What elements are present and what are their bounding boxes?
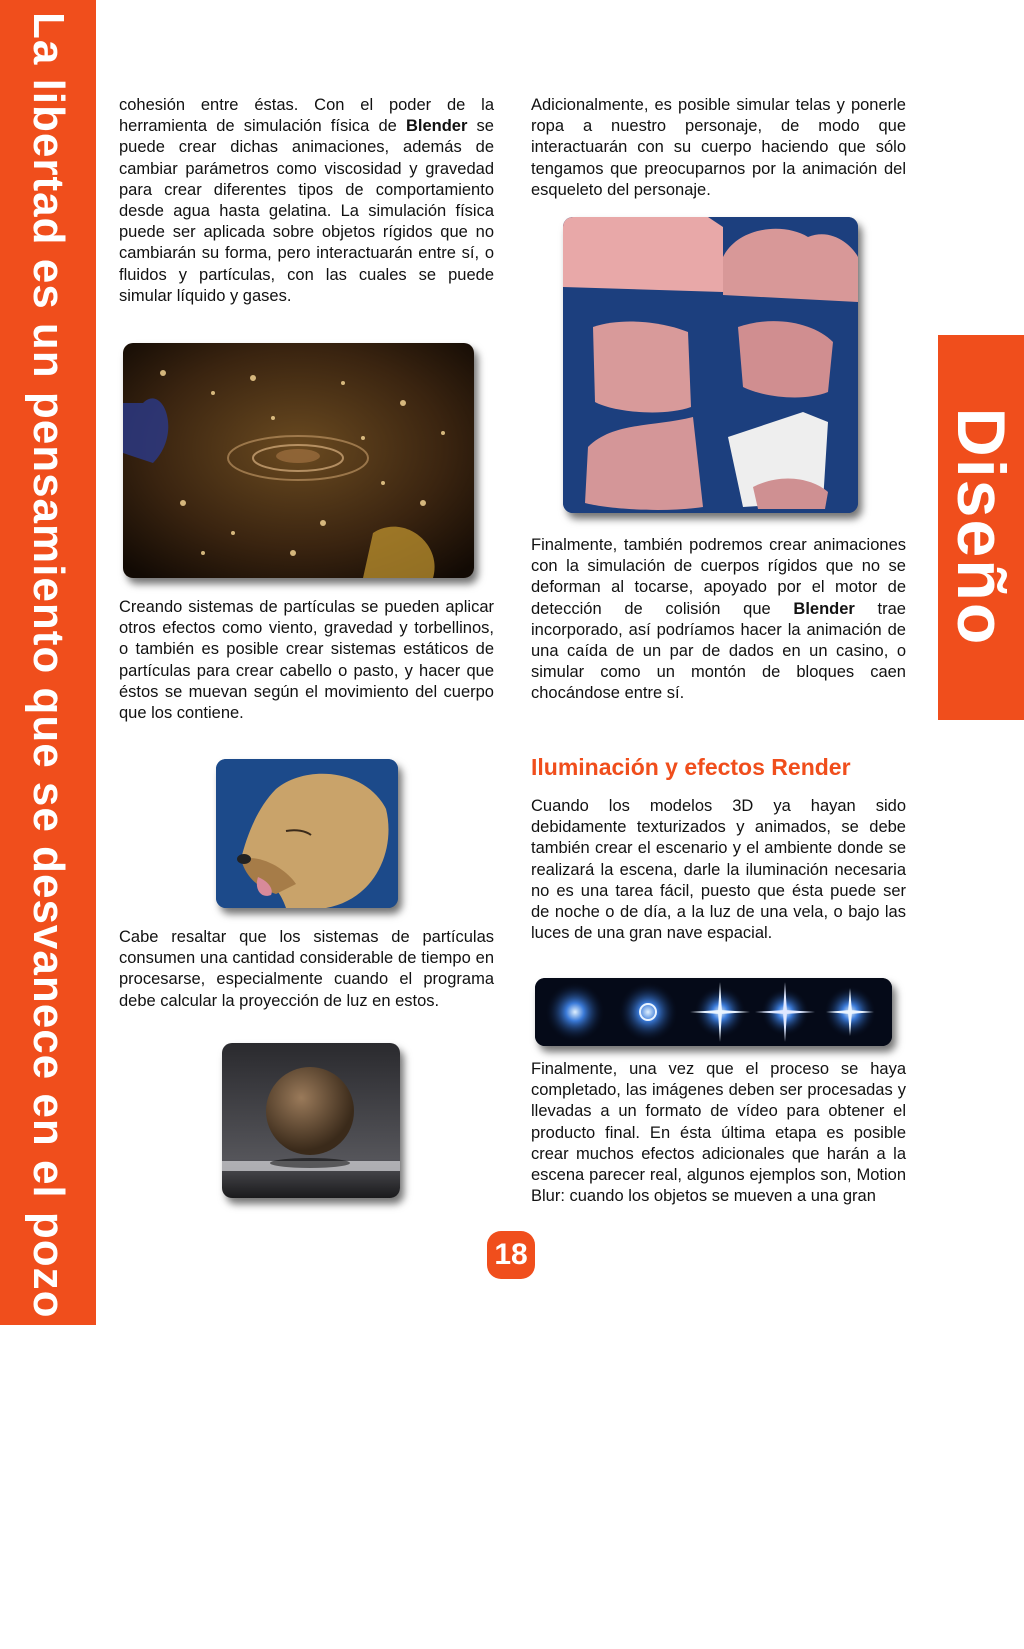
section-heading: Iluminación y efectos Render (531, 754, 851, 780)
right-paragraph-2: Finalmente, también podremos crear animaciones con la simulación de cuerpos rígidos que no se deforman al tocarse, apoyado por el motor de detección de colisión que Blender trae incorporado, así podríamos hacer la animación de una caída de un par de dados en un casino, o simular como un montón de bloques caen chocándose entre sí. (531, 536, 906, 703)
section-tab (938, 335, 1024, 720)
section-heading-block (531, 754, 906, 780)
page-number: 18 (487, 1231, 535, 1279)
blender-bold: Blender (405, 117, 468, 136)
left-paragraph-1: cohesión entre éstas. Con el poder de la herramienta de simulación física de Blender se puede crear dichas animaciones, además de cambiar parámetros como viscosidad y gravedad para crear diferentes tipos de comportamiento desde agua hasta gelatina. La simulación física puede ser aplicada sobre objetos rígidos que no cambiarán su forma, pero interactuarán entre sí, o fluidos y partículas, con las cuales se puede simular líquido y gases. (119, 96, 494, 305)
water-drops-image (123, 343, 474, 578)
furry-ball-image (222, 1043, 400, 1198)
dog-render-image (216, 759, 398, 908)
left-paragraph-3: Cabe resaltar que los sistemas de partículas consumen una cantidad considerable de tiempo en procesarse, especialmente cuando el programa debe calcular la proyección de luz en estos. (119, 928, 494, 1010)
left-paragraph-2: Creando sistemas de partículas se pueden aplicar otros efectos como viento, gravedad y torbellinos, o también es posible crear sistemas estáticos de partículas para crear cabello o pasto, y hacer que éstos se muevan según el movimiento del cuerpo que los contiene. (119, 598, 494, 723)
right-paragraph-1: Adicionalmente, es posible simular telas y ponerle ropa a nuestro personaje, de modo que interactuarán con su cuerpo haciendo que sólo tengamos que preocuparnos por la animación del esqueleto del personaje. (531, 96, 906, 199)
side-bar (0, 0, 96, 1649)
lens-flare-image (535, 978, 892, 1046)
right-paragraph-4: Finalmente, una vez que el proceso se haya completado, las imágenes deben ser procesadas y llevadas a un formato de vídeo para obtener el producto final. En ésta última etapa es posible crear muchos efectos adicionales que harán a la escena parecer real, algunos ejemplos son, Motion Blur: cuando los objetos se mueven a una gran (531, 1060, 906, 1206)
sidebar-quote: La libertad es un pensamiento que se desvanece en el pozo de la sociedad (24, 12, 73, 1649)
blender-bold: Blender (793, 599, 855, 618)
section-label: Diseño (943, 407, 1019, 647)
right-paragraph-3: Cuando los modelos 3D ya hayan sido debidamente texturizados y animados, se debe también crear el escenario y el ambiente donde se realizará la escena, darle la iluminación necesaria no es una tarea fácil, puesto que ésta puede ser de noche o de día, a la luz de una vela, o bajo las luces de una gran nave espacial. (531, 797, 906, 943)
cloth-simulation-image (563, 217, 858, 513)
